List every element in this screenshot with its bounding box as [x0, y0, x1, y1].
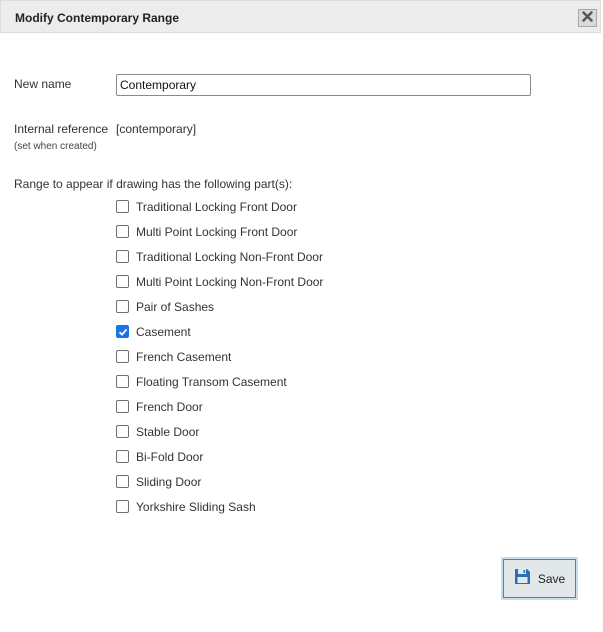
part-checkbox[interactable] [116, 250, 129, 263]
part-option[interactable] [116, 349, 323, 374]
save-label: Save [537, 571, 566, 586]
part-option[interactable] [116, 199, 323, 224]
part-option[interactable] [116, 399, 323, 424]
part-label: Stable Door [136, 425, 200, 439]
part-checkbox[interactable] [116, 275, 129, 288]
internal-reference-label: Internal reference [14, 122, 109, 136]
part-option[interactable] [116, 249, 323, 274]
part-checkbox[interactable] [116, 400, 129, 413]
part-option[interactable] [116, 424, 323, 449]
part-checkbox[interactable] [116, 300, 129, 313]
parts-heading: Range to appear if drawing has the following part(s): [14, 177, 293, 191]
part-checkbox[interactable] [116, 200, 129, 213]
internal-reference-note: (set when created) [14, 141, 97, 152]
close-icon [582, 9, 593, 27]
part-label: Bi-Fold Door [136, 450, 204, 464]
part-label: Traditional Locking Front Door [136, 200, 297, 214]
part-label: Multi Point Locking Front Door [136, 225, 298, 239]
parts-checkbox-list [116, 199, 323, 524]
part-option[interactable] [116, 374, 323, 399]
part-label: Traditional Locking Non-Front Door [136, 250, 323, 264]
save-button[interactable] [503, 559, 576, 598]
part-label: French Casement [136, 350, 232, 364]
part-label: Sliding Door [136, 475, 202, 489]
part-label: Floating Transom Casement [136, 375, 287, 389]
part-label: French Door [136, 400, 203, 414]
part-label: Casement [136, 325, 191, 339]
part-label: Multi Point Locking Non-Front Door [136, 275, 324, 289]
part-checkbox[interactable] [116, 225, 129, 238]
internal-reference-value: [contemporary] [116, 122, 197, 136]
part-checkbox[interactable] [116, 500, 129, 513]
close-button[interactable] [578, 9, 597, 27]
part-option[interactable] [116, 499, 323, 524]
part-checkbox[interactable] [116, 475, 129, 488]
new-name-input[interactable] [116, 74, 531, 96]
part-option[interactable] [116, 449, 323, 474]
floppy-disk-icon [514, 568, 531, 590]
part-checkbox[interactable] [116, 325, 129, 338]
dialog-titlebar [0, 0, 601, 33]
part-option[interactable] [116, 299, 323, 324]
part-option[interactable] [116, 224, 323, 249]
part-option[interactable] [116, 274, 323, 299]
part-label: Yorkshire Sliding Sash [136, 500, 256, 514]
part-option[interactable] [116, 324, 323, 349]
part-checkbox[interactable] [116, 450, 129, 463]
part-checkbox[interactable] [116, 350, 129, 363]
part-checkbox[interactable] [116, 425, 129, 438]
part-checkbox[interactable] [116, 375, 129, 388]
dialog-title: Modify Contemporary Range [15, 11, 180, 25]
new-name-label: New name [14, 77, 72, 91]
part-label: Pair of Sashes [136, 300, 215, 314]
part-option[interactable] [116, 474, 323, 499]
